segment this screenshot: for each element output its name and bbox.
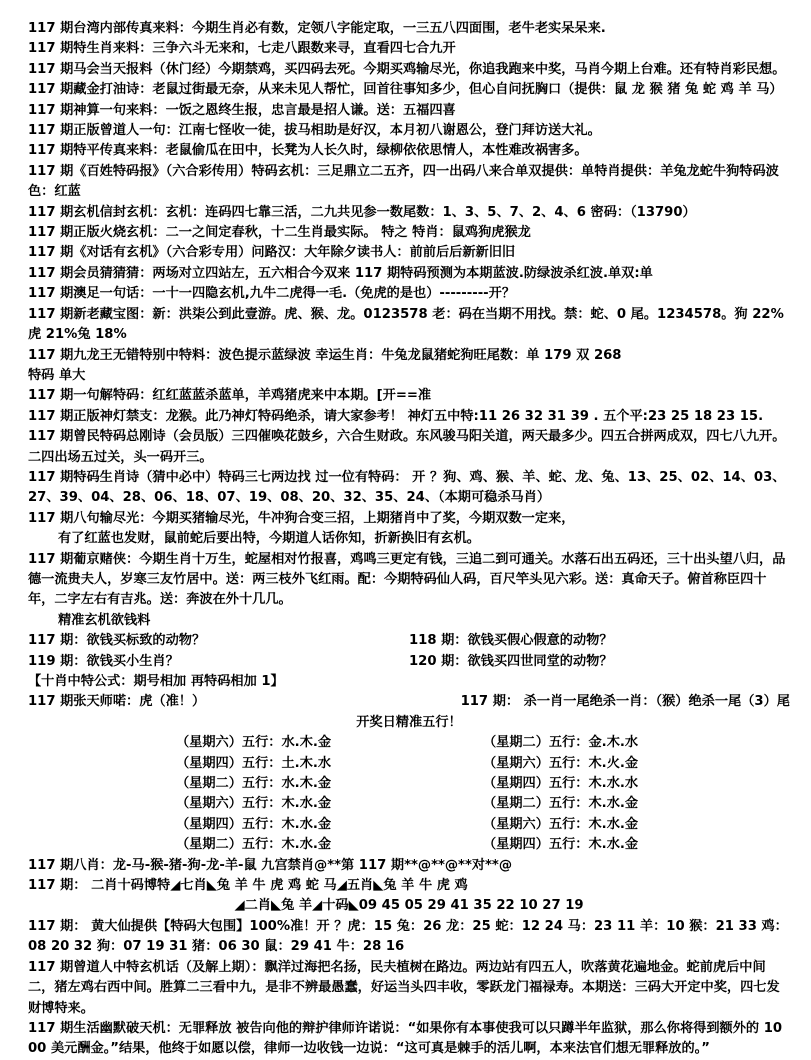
line-yijujie: 117 期一句解特码：红红蓝蓝杀蓝单，羊鸡猪虎来中本期。[开==准 bbox=[28, 388, 432, 404]
wuxing-item: （星期六）五行：木.水.金 bbox=[483, 816, 639, 832]
riddle-row bbox=[28, 652, 790, 672]
line-xinfeng: 117 期玄机信封玄机：玄机：连码四七靠三活，二九共见参一数尾数：1、3、5、7、2、4、6 密码：（13790） bbox=[28, 204, 696, 220]
riddle-117: 117 期：欲钱买标致的动物？ bbox=[28, 633, 206, 649]
line-tesheng: 117 期特生肖来料：三争六斗无来和，七走八跟数来寻，直看四七合九开 bbox=[28, 41, 456, 57]
line-youmo: 117 期生活幽默破天机：无罪释放 被告向他的辩护律师许诺说：“如果你有本事使我可以只蹲半年监狱，那么你将得到额外的 1000 美元酬金。”结果，他终于如愿以偿，律师一边收钱一边说：“这可真是棘手的活儿啊，本来法官们想无罪释放的。” bbox=[28, 1020, 783, 1057]
line-jiulongwang: 117 期九龙王无错特别中特料：波色提示蓝绿波 幸运生肖：牛兔龙鼠猪蛇狗旺尾数：单 179 双 268 bbox=[28, 347, 622, 363]
line-pujing: 117 期葡京赌侠：今期生肖十万生，蛇屋相对竹报喜，鸡鸣三更定有钱，三追二到可通关。水落石出五码还，三十出头望八归，品德一流贵夫人，岁寒三友竹居中。送：两三枝外飞红雨。配：今期特码仙人码，百尺竿头见六彩。送：真命天子。俯首称臣四十年，二字左右有吉兆。送：奔波在外十几几。 bbox=[28, 551, 786, 608]
riddle-row bbox=[28, 631, 790, 651]
line-erxiao-shima-cont: ◢二肖◣兔 羊◢十码◣09 45 05 29 41 35 22 10 27 19 bbox=[234, 898, 584, 914]
wuxing-item: （星期六）五行：木.水.金 bbox=[176, 796, 332, 812]
wuxing-item: （星期四）五行：木.水.金 bbox=[176, 816, 332, 832]
section-jingzhun-title: 精准玄机欲钱料 bbox=[58, 612, 151, 628]
jiesha-yixiao: 117 期： 杀一肖一尾绝杀一肖：（猴）绝杀一尾（3）尾 bbox=[460, 694, 790, 710]
riddle-120: 120 期：欲钱买四世同堂的动物？ bbox=[409, 653, 613, 669]
line-shensuan: 117 期神算一句来料：一饭之恩终生报，忠言最是招人谦。送：五福四喜 bbox=[28, 102, 456, 118]
line-bajushujin-cont: 有了红蓝也发财，鼠前蛇后要出特，今期道人话你知，折新换旧有玄机。 bbox=[58, 531, 480, 547]
line-zengdaoren: 117 期正版曾道人一句：江南七怪收一徒，拔马相助是好汉，本月初八谢恩公，登门拜访送大礼。 bbox=[28, 123, 601, 139]
wuxing-item: （星期四）五行：木.水.水 bbox=[483, 776, 639, 792]
wuxing-item: （星期六）五行：木.火.金 bbox=[483, 755, 639, 771]
line-cangjin: 117 期藏金打油诗：老鼠过街最无奈，从来未见人帮忙，回首往事知多少，但心自问抚胸口（提供：鼠 龙 猴 猪 兔 蛇 鸡 羊 马） bbox=[28, 82, 783, 98]
zhang-tianshi: 117 期张天师喏：虎（准！） bbox=[28, 694, 206, 710]
wuxing-item: （星期二）五行：金.木.水 bbox=[483, 735, 639, 751]
line-erxiao-shima: 117 期： 二肖十码博特◢七肖◣兔 羊 牛 虎 鸡 蛇 马◢五肖◣兔 羊 牛 虎 鸡 bbox=[28, 878, 468, 894]
document-page bbox=[28, 19, 790, 1060]
wuxing-item: （星期二）五行：水.木.金 bbox=[176, 776, 332, 792]
line-baxiao: 117 期八肖：龙-马-猴-猪-狗-龙-羊-鼠 九宫禁肖@**第 117 期**@**@**对**@ bbox=[28, 857, 513, 873]
line-zengmin: 117 期曾民特码总刚诗（会员版）三四催唤花鼓乡，六合生财政。东风骏马阳关道，两天最多少。四五合拼两成双，四七八九开。二四出场五过关，头一码开三。 bbox=[28, 429, 786, 465]
wuxing-item: （星期六）五行：水.木.金 bbox=[176, 735, 332, 751]
line-baixing: 117 期《百姓特码报》（六合彩传用）特码玄机：三足鼎立二五齐，四一出码八来合单双提供：单特肖提供：羊兔龙蛇牛狗特码波色：红蓝 bbox=[28, 163, 779, 200]
riddle-119: 119 期：欲钱买小生肖？ bbox=[28, 653, 179, 669]
line-taiwan: 117 期台湾内部传真来料：今期生肖必有数，定领八字能定取，一三五八四面围，老牛老实呆呆来. bbox=[28, 21, 606, 36]
wuxing-item: （星期四）五行：木.水.金 bbox=[483, 837, 639, 853]
wuxing-item: （星期二）五行：木.水.金 bbox=[483, 796, 639, 812]
line-huiyuan: 117 期会员猜猜猜：两场对立四站左，五六相合今双来 117 期特码预测为本期蓝波.防绿波杀红波.单双:单 bbox=[28, 265, 653, 281]
line-teping: 117 期特平传真来料：老鼠偷瓜在田中，长凳为人长久时，绿柳依依思情人，本性难改祸害多。 bbox=[28, 143, 588, 159]
wuxing-item: （星期二）五行：木.水.金 bbox=[176, 837, 332, 853]
line-huangdaxian: 117 期： 黄大仙提供【特码大包围】100%准！开 ？虎：15 兔：26 龙：25 蛇：12 24 马：23 11 羊：10 猴：21 33 鸡：08 20 32 狗：07 19 31 猪：06 30 鼠：29 41 牛：28 16 bbox=[28, 918, 788, 955]
wuxing-title: 开奖日精准五行！ bbox=[356, 714, 462, 730]
line-huoshao: 117 期正版火烧玄机：二一之间定春秋，十二生肖最实际。 特之 特肖：鼠鸡狗虎猴龙 bbox=[28, 225, 531, 241]
zhang-row bbox=[28, 692, 790, 712]
line-mahui: 117 期马会当天报料（休门经）今期禁鸡，买四码去死。今期买鸡输尽光，你追我跑来中奖，马肖今期上台难。还有特肖彩民想。 bbox=[28, 61, 786, 77]
line-duihua: 117 期《对话有玄机》（六合彩专用）问路汉：大年除夕读书人：前前后后新新旧旧 bbox=[28, 245, 516, 261]
line-zengdaoren-xuanji: 117 期曾道人中特玄机话（及解上期）：飘洋过海把名扬，民夫植树在路边。两边站有四五人，吹落黄花遍地金。蛇前虎后中间二，猪左鸡右西中间。胜算二三看中九，是非不辨最愚蠢，好运当头四丰收，零跃龙门福禄寿。本期送：三码大开定中奖，四七发财博特来。 bbox=[28, 959, 780, 1016]
line-cangbaotu: 117 期新老藏宝图：新：洪柒公到此壹游。虎、猴、龙。0123578 老：码在当期不用找。禁：蛇、0 尾。1234578。狗 22%虎 21%兔 18% bbox=[28, 306, 784, 343]
wuxing-item: （星期四）五行：土.木.水 bbox=[176, 755, 332, 771]
line-aozu: 117 期澳足一句话：一十一四隐玄机,九牛二虎得一毛.（免虎的是也）---------开？ bbox=[28, 286, 516, 302]
riddle-118: 118 期：欲钱买假心假意的动物？ bbox=[409, 633, 613, 649]
wuxing-grid bbox=[28, 733, 790, 855]
line-shengxiaoshi: 117 期特码生肖诗（猜中必中）特码三七两边找 过一位有特码： 开 ？狗、鸡、猴、羊、蛇、龙、兔、13、25、02、14、03、27、39、04、28、06、18、07、19、08、20、32、35、24、（本期可稳杀马肖） bbox=[28, 469, 786, 506]
line-shendeng: 117 期正版神灯禁支：龙猴。此乃神灯特码绝杀，请大家参考！ 神灯五中特:11 26 32 31 39 . 五个平:23 25 18 23 15. bbox=[28, 408, 764, 424]
line-bajushujin: 117 期八句输尽光：今期买猪输尽光，牛冲狗合变三招，上期猪肖中了奖，今期双数一定来， bbox=[28, 510, 575, 526]
formula-title: 【十肖中特公式：期号相加 再特码相加 1】 bbox=[28, 674, 284, 689]
line-tema-danda: 特码 单大 bbox=[28, 367, 86, 383]
